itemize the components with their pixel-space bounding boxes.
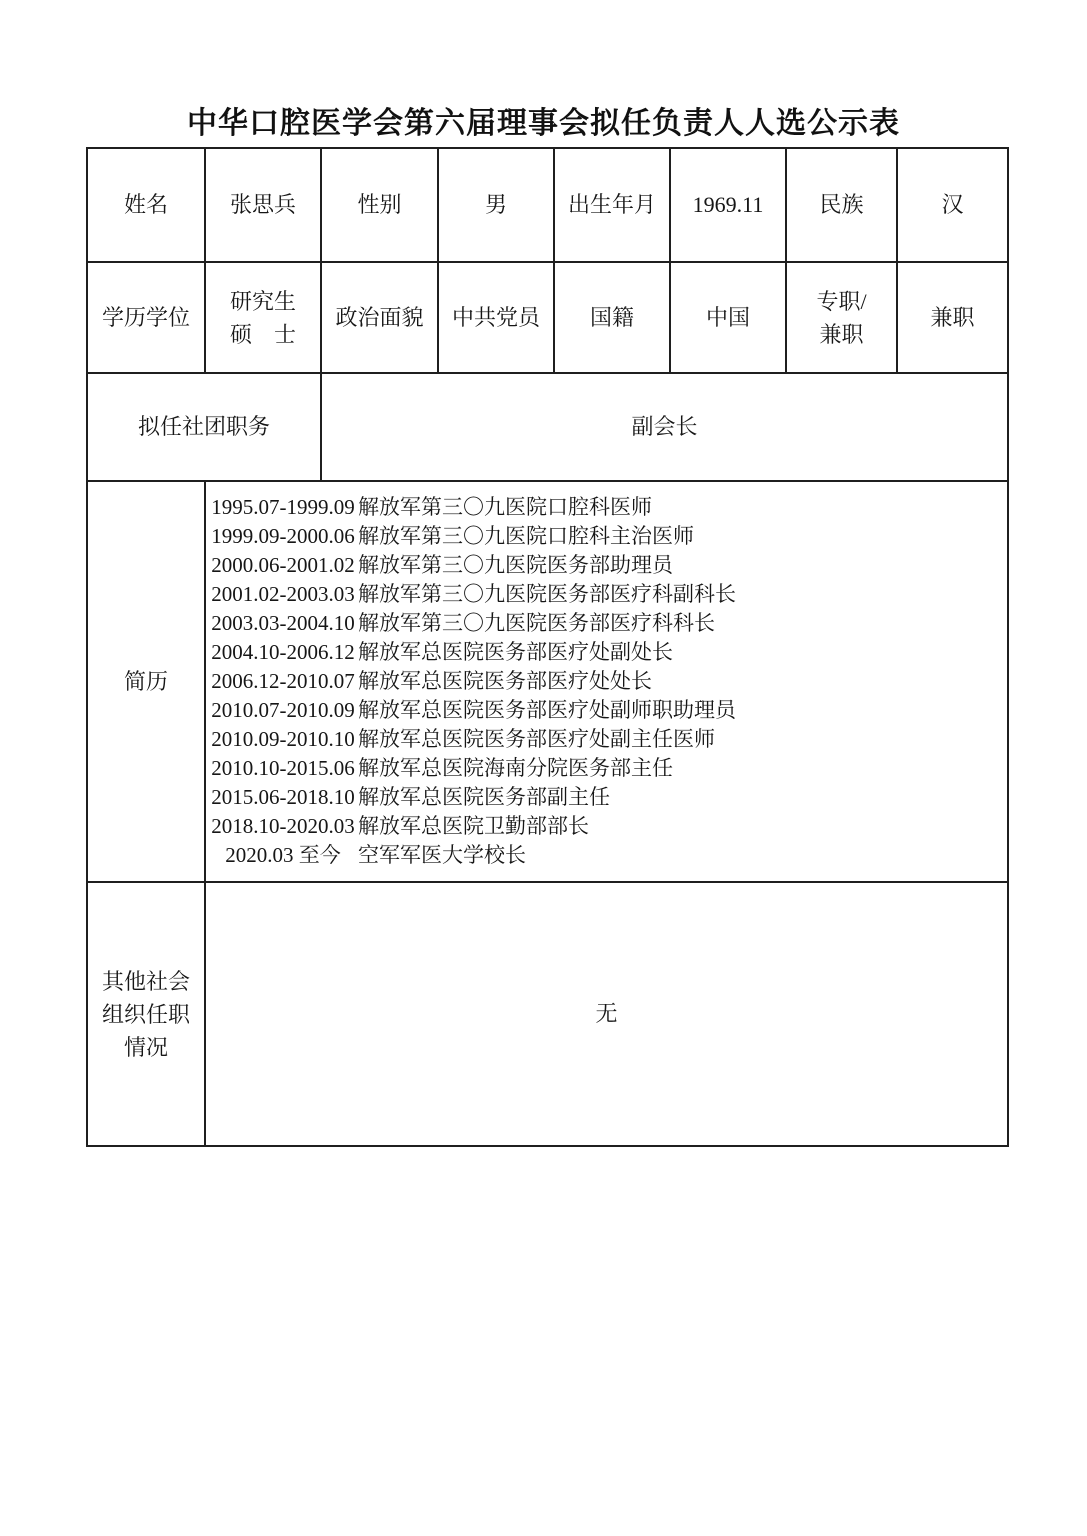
other-value-cell: 无 <box>205 882 1008 1146</box>
public-notice-table <box>86 147 1009 1147</box>
resume-position: 解放军总医院医务部医疗处副主任医师 <box>358 727 715 751</box>
resume-position: 解放军总医院海南分院医务部主任 <box>358 756 673 780</box>
gender-label-cell: 性别 <box>321 148 438 262</box>
resume-period: 2015.06-2018.10 <box>211 785 355 809</box>
resume-period: 2010.09-2010.10 <box>211 727 355 751</box>
resume-period: 2000.06-2001.02 <box>211 553 355 577</box>
name-label-cell: 姓名 <box>87 148 205 262</box>
birth-label-cell: 出生年月 <box>554 148 670 262</box>
ethnicity-value-cell: 汉 <box>897 148 1008 262</box>
resume-position: 空军军医大学校长 <box>358 843 526 867</box>
nationality-label-cell: 国籍 <box>554 262 670 373</box>
resume-position: 解放军第三〇九医院医务部医疗科科长 <box>358 611 715 635</box>
resume-period: 2001.02-2003.03 <box>211 582 355 606</box>
resume-period: 2004.10-2006.12 <box>211 640 355 664</box>
resume-period: 2003.03-2004.10 <box>211 611 355 635</box>
resume-position: 解放军第三〇九医院医务部助理员 <box>358 553 673 577</box>
politics-label-cell: 政治面貌 <box>321 262 438 373</box>
resume-position: 解放军总医院医务部医疗处处长 <box>358 669 652 693</box>
nationality-value-cell: 中国 <box>670 262 786 373</box>
resume-entry <box>208 609 1005 638</box>
other-label-line2: 组织任职 <box>101 1001 190 1027</box>
resume-entry <box>208 841 1005 870</box>
education-value-line1: 研究生 <box>229 288 296 314</box>
gender-value-cell: 男 <box>438 148 554 262</box>
resume-entry <box>208 493 1005 522</box>
education-value-line2: 硕 士 <box>229 321 296 347</box>
resume-position: 解放军总医院卫勤部部长 <box>358 814 589 838</box>
duty-type-label-cell <box>786 262 897 373</box>
other-label-line1: 其他社会 <box>101 968 190 994</box>
resume-entry <box>208 696 1005 725</box>
resume-position: 解放军第三〇九医院医务部医疗科副科长 <box>358 582 736 606</box>
resume-entry <box>208 522 1005 551</box>
resume-entry <box>208 725 1005 754</box>
resume-period: 2010.10-2015.06 <box>211 756 355 780</box>
row-basic-info <box>87 148 1008 262</box>
resume-label-cell: 简历 <box>87 481 205 882</box>
proposed-post-label-cell: 拟任社团职务 <box>87 373 321 481</box>
resume-position: 解放军总医院医务部副主任 <box>358 785 610 809</box>
name-value-cell: 张思兵 <box>205 148 321 262</box>
resume-entry <box>208 812 1005 841</box>
resume-period: 2006.12-2010.07 <box>211 669 355 693</box>
resume-content-cell <box>205 481 1008 882</box>
resume-period: 1995.07-1999.09 <box>211 495 355 519</box>
duty-type-label-line1: 专职/ <box>816 288 867 314</box>
resume-entry <box>208 638 1005 667</box>
row-education-politics <box>87 262 1008 373</box>
resume-position: 解放军总医院医务部医疗处副处长 <box>358 640 673 664</box>
resume-position: 解放军第三〇九医院口腔科主治医师 <box>358 524 694 548</box>
resume-entry <box>208 783 1005 812</box>
row-other-organizations <box>87 882 1008 1146</box>
other-label-line3: 情况 <box>123 1034 168 1060</box>
proposed-post-value-cell: 副会长 <box>321 373 1008 481</box>
resume-position: 解放军总医院医务部医疗处副师职助理员 <box>358 698 736 722</box>
row-resume <box>87 481 1008 882</box>
politics-value-cell: 中共党员 <box>438 262 554 373</box>
ethnicity-label-cell: 民族 <box>786 148 897 262</box>
duty-type-value-cell: 兼职 <box>897 262 1008 373</box>
birth-value-cell: 1969.11 <box>670 148 786 262</box>
resume-position: 解放军第三〇九医院口腔科医师 <box>358 495 652 519</box>
row-proposed-post <box>87 373 1008 481</box>
resume-entry <box>208 580 1005 609</box>
resume-period: 2010.07-2010.09 <box>211 698 355 722</box>
resume-period: 2018.10-2020.03 <box>211 814 355 838</box>
education-value-cell <box>205 262 321 373</box>
duty-type-label-line2: 兼职 <box>819 321 864 347</box>
resume-entry <box>208 667 1005 696</box>
education-label-cell: 学历学位 <box>87 262 205 373</box>
resume-entry <box>208 754 1005 783</box>
resume-period: 1999.09-2000.06 <box>211 524 355 548</box>
resume-entry <box>208 551 1005 580</box>
resume-period: 2020.03 至今 <box>225 843 341 867</box>
page-title: 中华口腔医学会第六届理事会拟任负责人人选公示表 <box>187 107 900 140</box>
other-label-cell <box>87 882 205 1146</box>
